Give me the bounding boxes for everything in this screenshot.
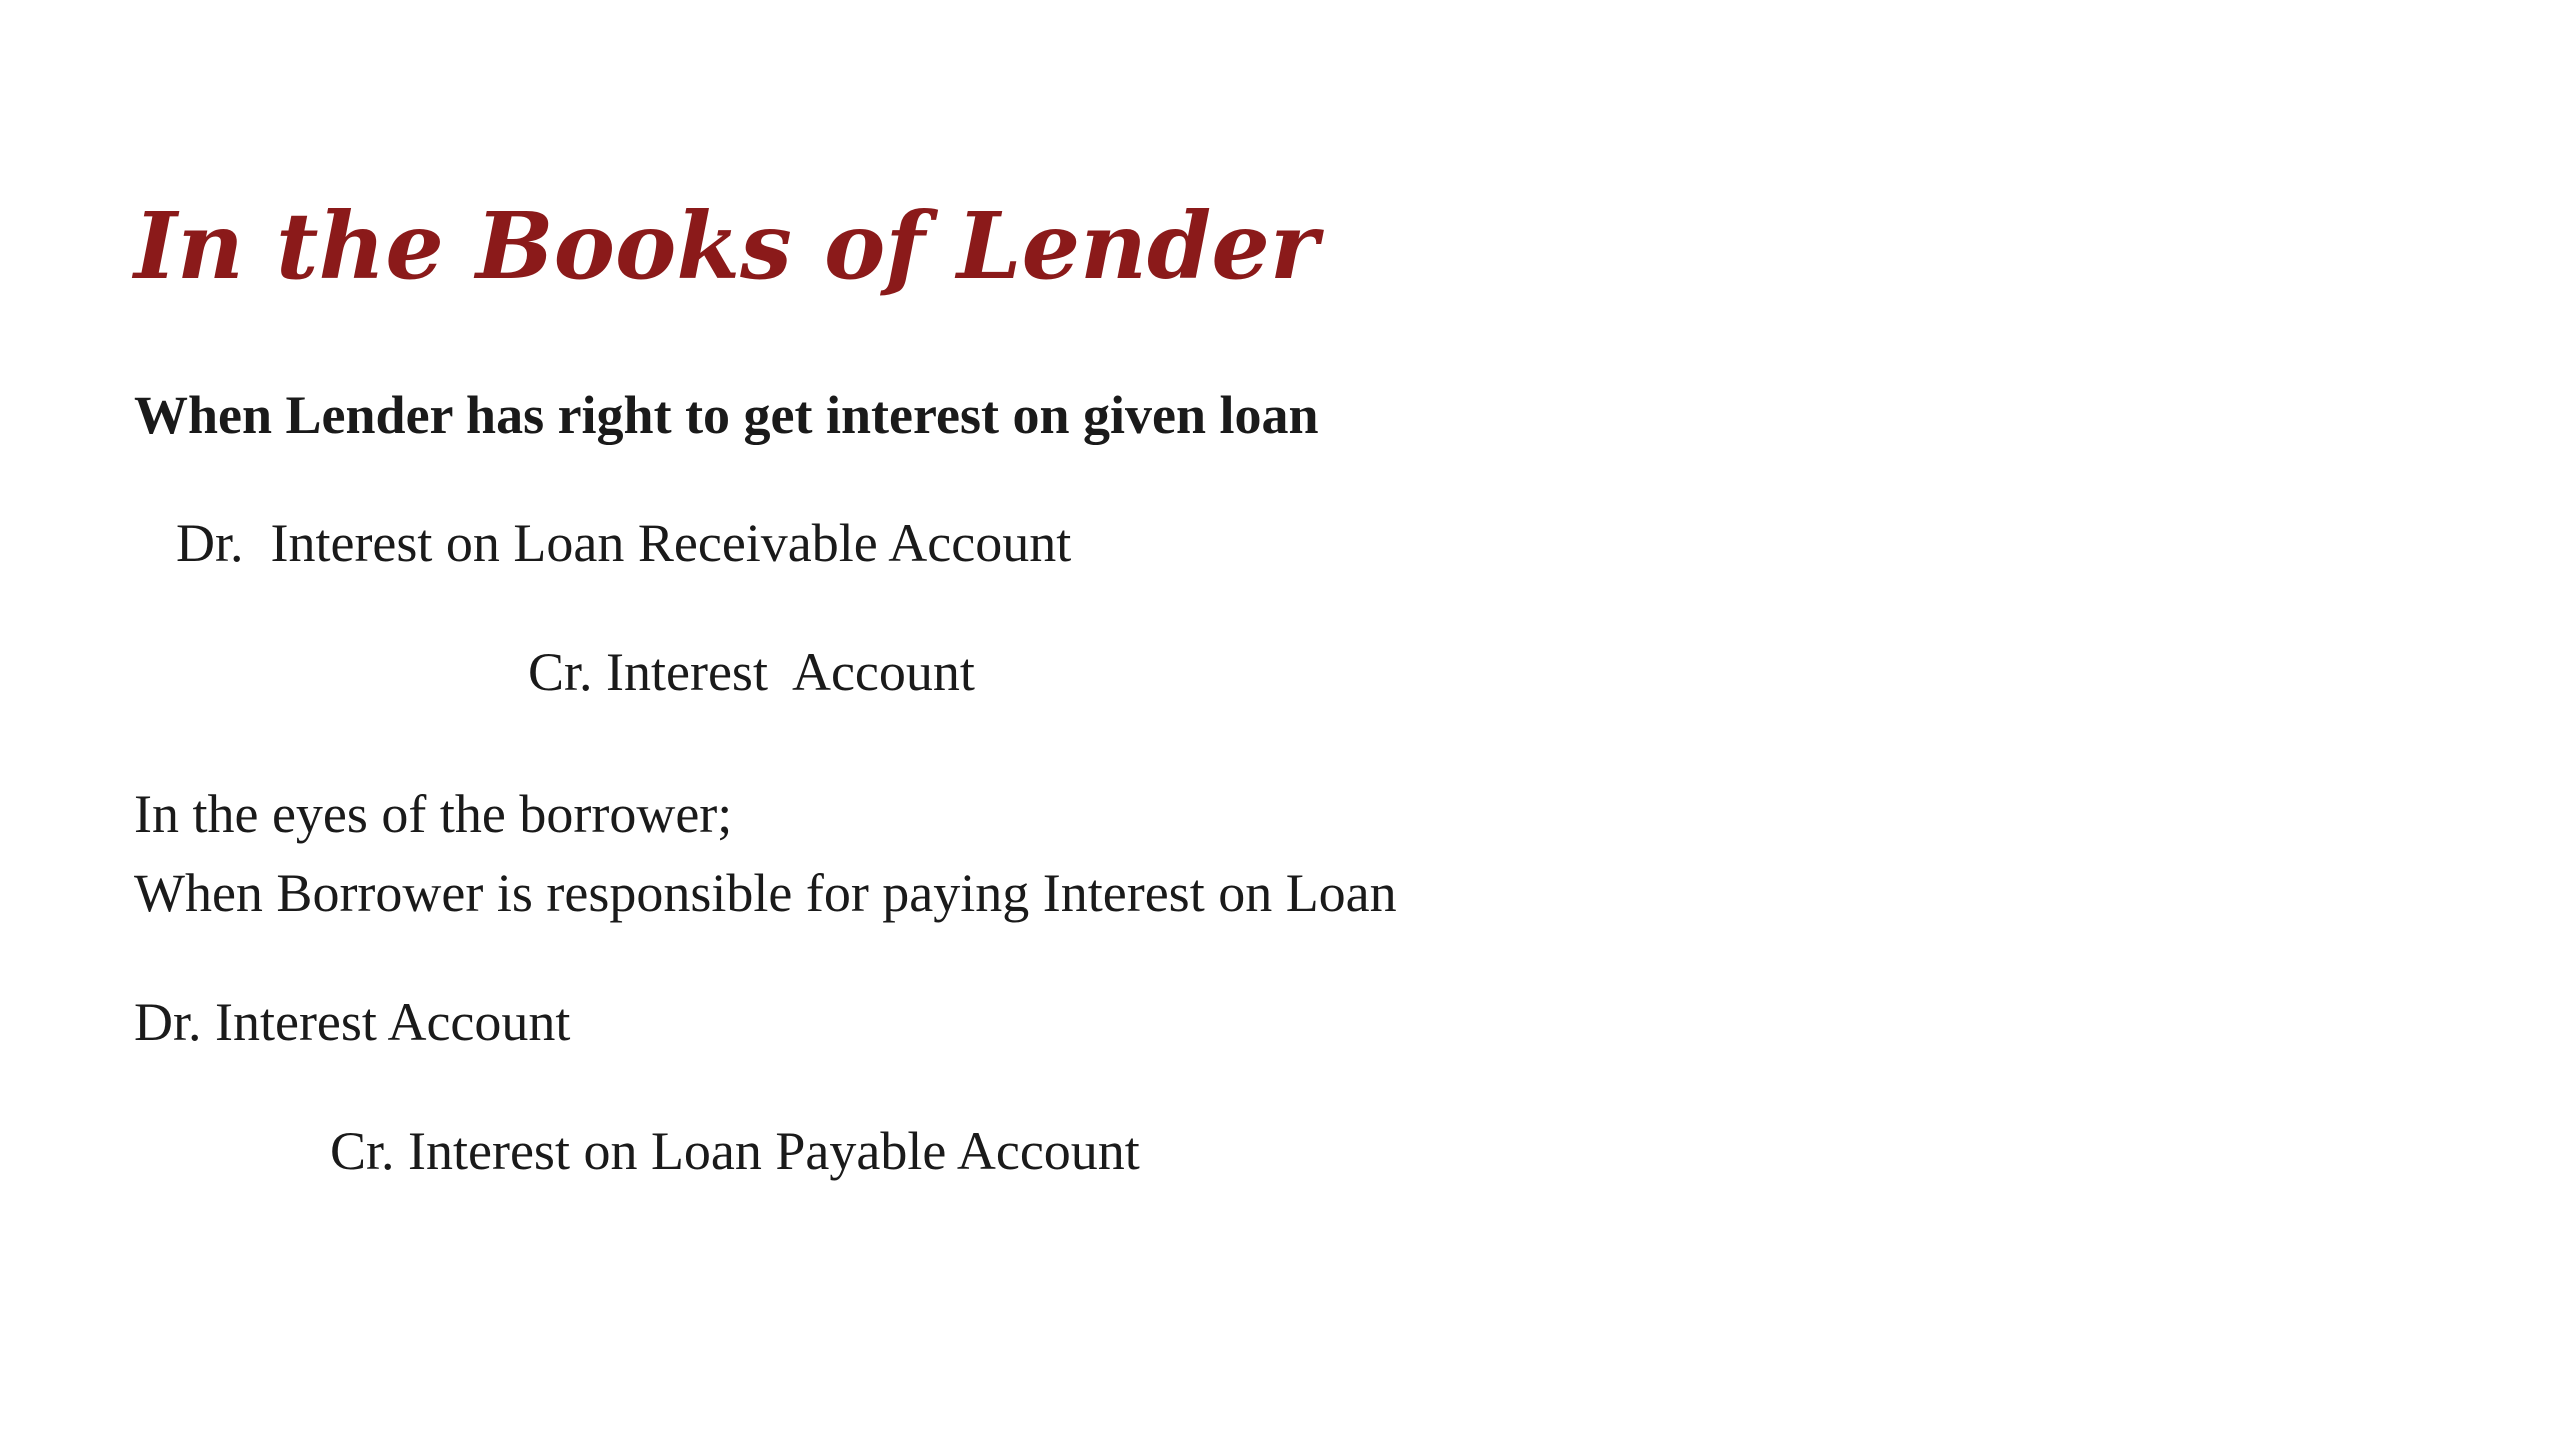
lender-credit-entry: Cr. Interest Account xyxy=(528,642,975,702)
lender-debit-entry: Dr. Interest on Loan Receivable Account xyxy=(176,513,1072,573)
borrower-debit-entry: Dr. Interest Account xyxy=(134,992,571,1052)
borrower-intro: In the eyes of the borrower; xyxy=(134,784,733,844)
lender-heading: When Lender has right to get interest on given loan xyxy=(134,385,1319,445)
slide-title: In the Books of Lender xyxy=(134,192,1319,300)
borrower-credit-entry: Cr. Interest on Loan Payable Account xyxy=(330,1121,1140,1181)
borrower-heading: When Borrower is responsible for paying Interest on Loan xyxy=(134,863,1397,923)
